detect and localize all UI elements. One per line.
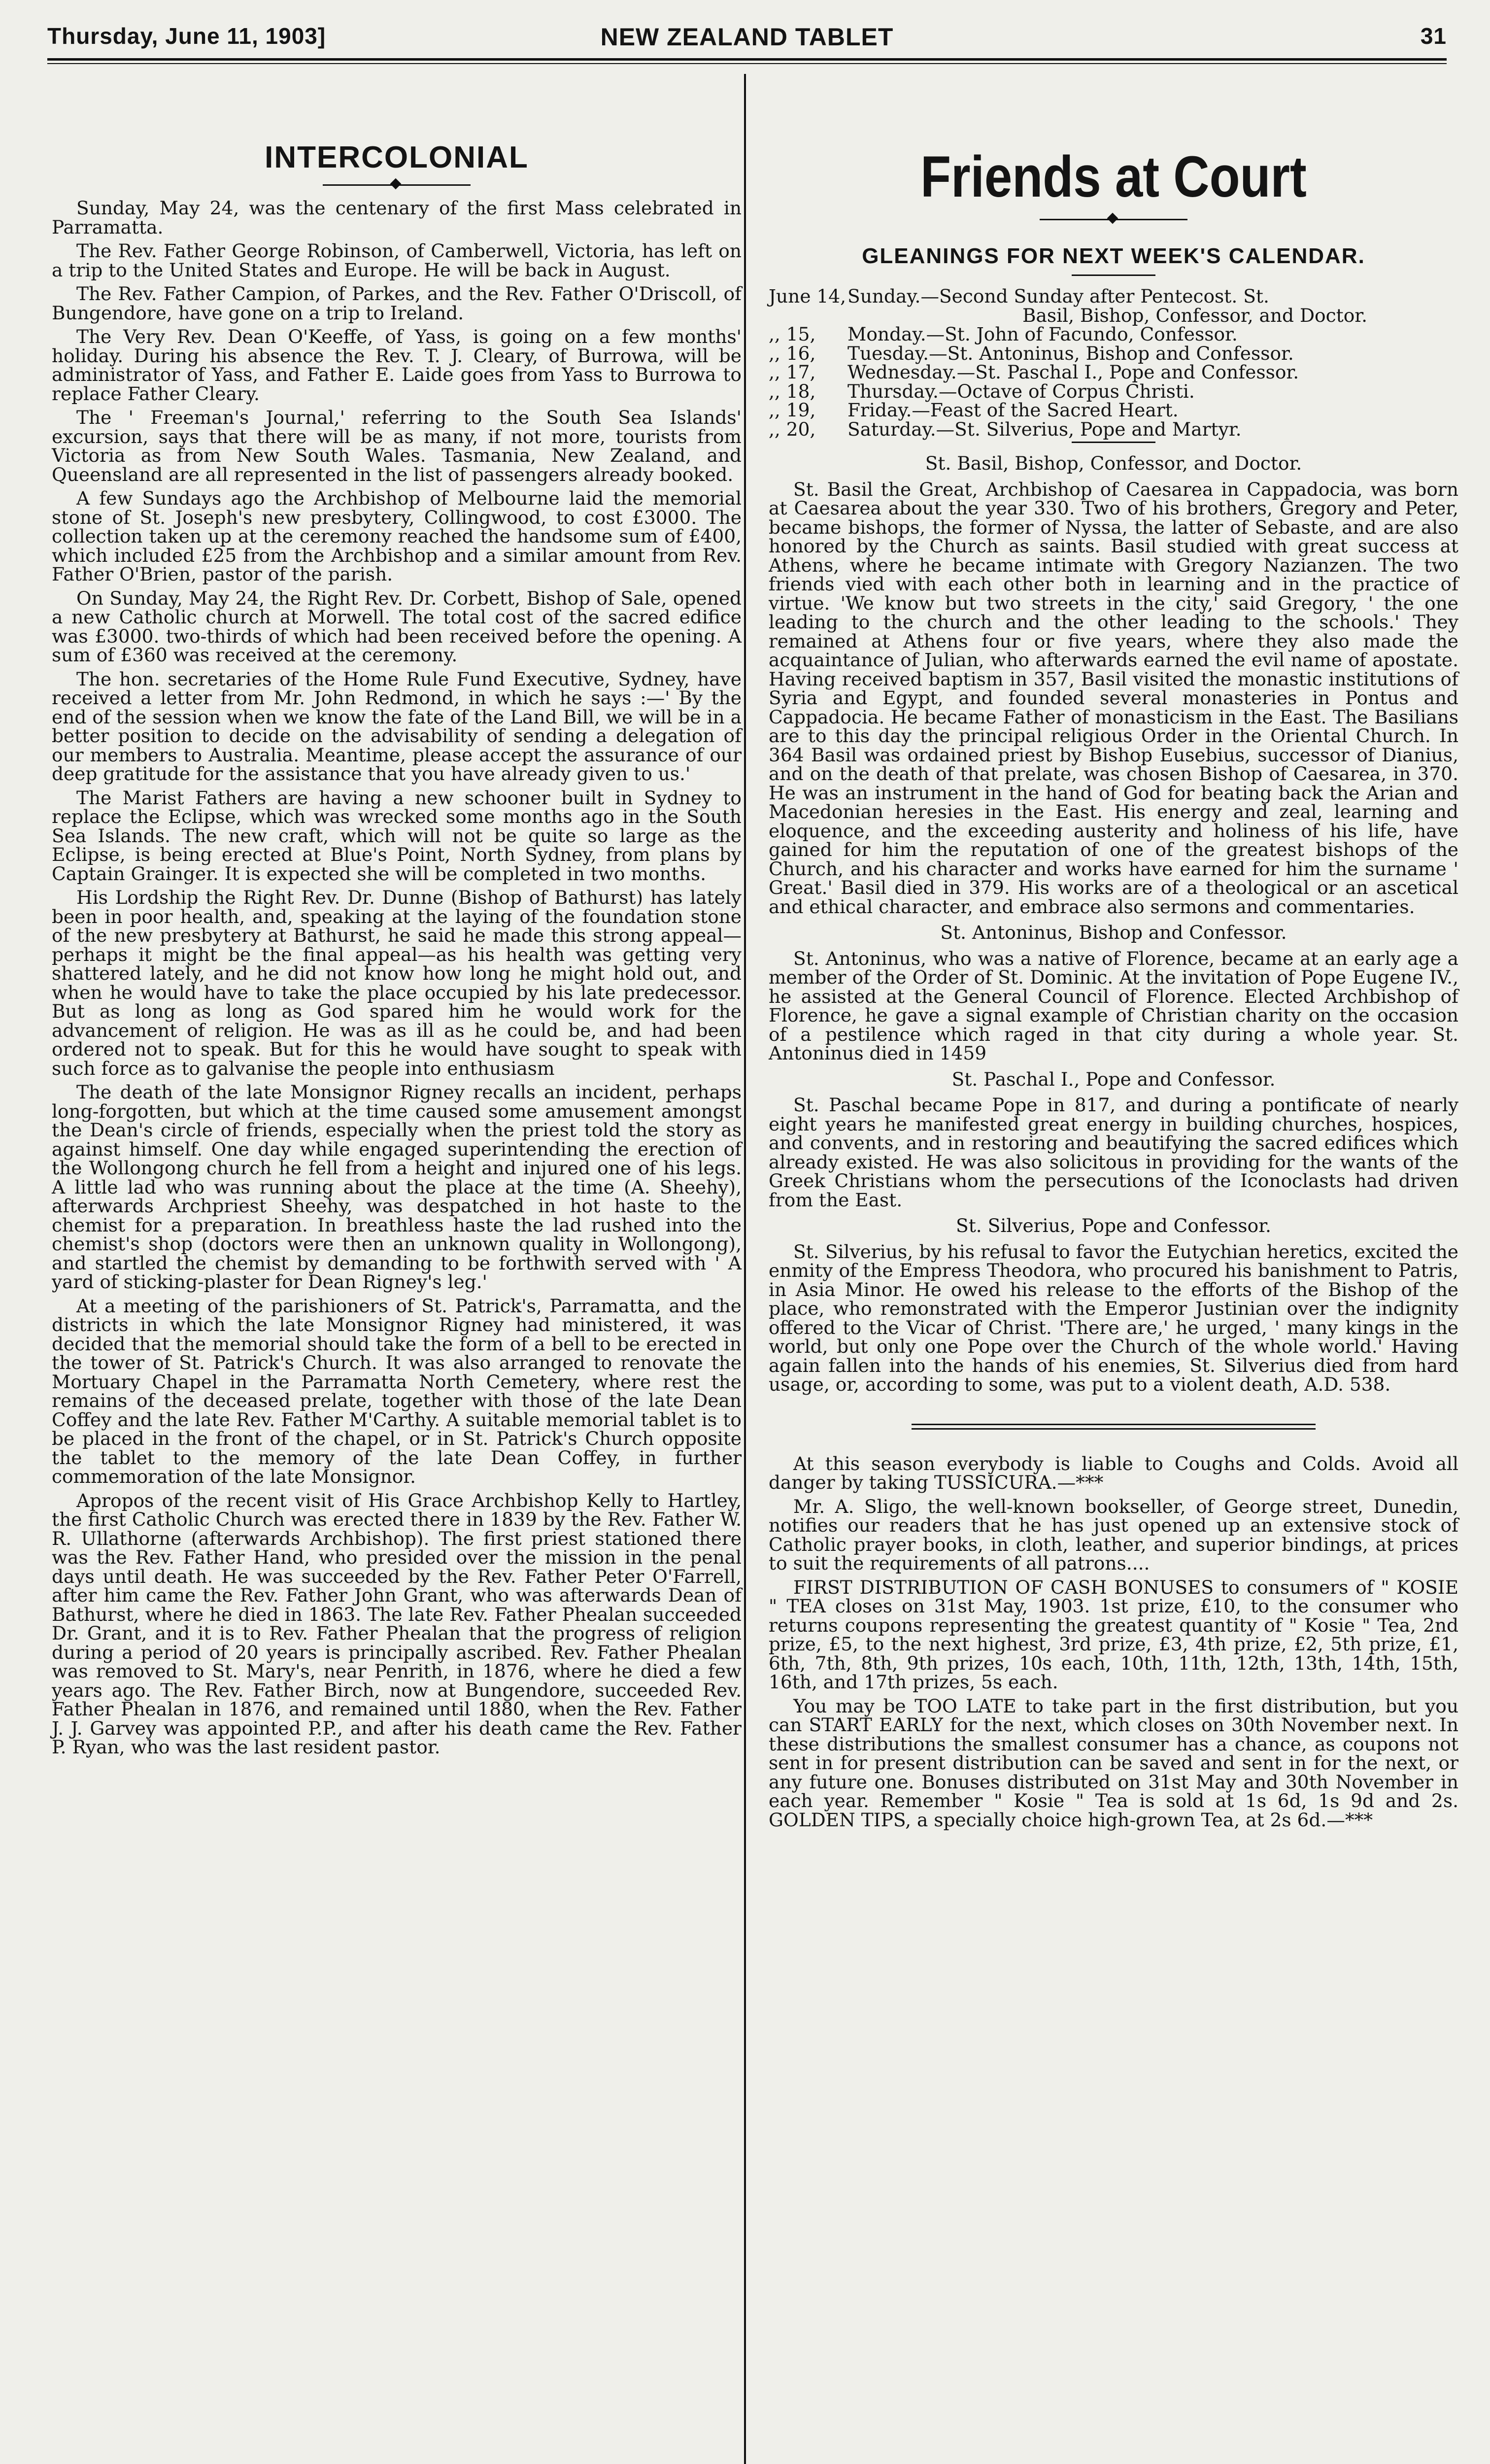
calendar-entry — [769, 382, 1458, 401]
notice-paragraph: Mr. A. Sligo, the well-known bookseller, of George street, Dunedin, notifies our readers that he has just opened up an extensive stock of Catholic prayer books, in cloth, leather, and superior bindings, at prices to suit the requirements of all patrons.... — [769, 1495, 1458, 1574]
masthead-title: NEW ZEALAND TABLET — [600, 23, 894, 51]
calendar-continuation: Basil, Bishop, Confessor, and Doctor. — [1022, 304, 1367, 326]
notice-paragraph: At this season everybody is liable to Coughs and Colds. Avoid all danger by taking TUSSICURA.—*** — [769, 1452, 1458, 1493]
friends-at-court-column — [769, 74, 1458, 1834]
calendar-entry — [769, 344, 1458, 363]
calendar-subheading: GLEANINGS FOR NEXT WEEK'S CALENDAR. — [862, 244, 1365, 268]
calendar-date: ,, 16, — [769, 342, 816, 364]
saint-body: St. Paschal became Pope in 817, and during a pontificate of nearly eight years he manifested great energy in building churches, hospices, and convents, and in restoring and beautifying the sacred edifices which already existed. He was also solicitous in providing for the wants of the Greek Christians whom the persecutions of the Iconoclasts had driven from the East. — [769, 1094, 1458, 1211]
news-paragraph: Apropos of the recent visit of His Grace Archbishop Kelly to Hartley, the first Catholic Church was erected there in 1839 by the Rev. Father W. R. Ullathorne (afterwards Archbishop). The first priest stationed there was the Rev. Father Hand, who presided over the mission in the penal days until death. He was succeeded by the Rev. Father Peter O'Farrell, after him came the Rev. Father John Grant, who was afterwards Dean of Bathurst, where he died in 1863. The late Rev. Father Phealan succeeded Dr. Grant, and it is to Rev. Father Phealan that the progress of religion during a period of 20 years is principally ascribed. Rev. Father Phealan was removed to St. Mary's, near Penrith, in 1876, where he died a few years ago. The Rev. Father Birch, now at Bungendore, succeeded Rev. Father Phealan in 1876, and remained until 1880, when the Rev. Father J. J. Garvey was appointed P.P., and after his death came the Rev. Father P. Ryan, who was the last resident pastor. — [52, 1489, 742, 1758]
calendar-text: Monday.—St. John of Facundo, Confessor. — [847, 323, 1238, 345]
news-paragraph: His Lordship the Right Rev. Dr. Dunne (Bishop of Bathurst) has lately been in poor health, and, speaking at the laying of the foundation stone of the new presbytery at Bathurst, he said he made this strong appeal—perhaps it might be the final appeal—as his health was getting very shattered lately, and he did not know how long he might hold out, and when he would have to take the place occupied by his late predecessor. But as long as long as God spared him he would work for the advancement of religion. He was as ill as he could be, and had been ordered not to speak. But for this he would have sought to speak with such force as to galvanise the people into enthusiasm — [52, 887, 742, 1079]
news-paragraph: The death of the late Monsignor Rigney recalls an incident, perhaps long-forgotten, but which at the time caused some amusement amongst the Dean's circle of friends, especially when the priest told the story as against himself. One day while engaged superintending the erection of the Wollongong church he fell from a height and injured one of his legs. A little lad who was running about the place at the time (A. Sheehy), afterwards Archpriest Sheehy, was despatched in hot haste to the chemist for a preparation. In breathless haste the lad rushed into the chemist's shop (doctors were then an unknown quality in Wollongong), and startled the chemist by demanding to be forthwith served with ' A yard of sticking-plaster for Dean Rigney's leg.' — [52, 1081, 742, 1293]
news-paragraph: The ' Freeman's Journal,' referring to the South Sea Islands' excursion, says that there will be as many, if not more, tourists from Victoria as from New South Wales. Tasmania, New Zealand, and Queensland are all represented in the list of passengers already booked. — [52, 407, 742, 485]
saint-title: St. Antoninus, Bishop and Confessor. — [940, 922, 1287, 943]
calendar-text: Friday.—Feast of the Sacred Heart. — [847, 399, 1179, 421]
masthead — [47, 23, 1447, 53]
calendar-entry — [769, 325, 1458, 344]
intercolonial-heading: INTERCOLONIAL — [265, 140, 529, 174]
calendar-text: Sunday.—Second Sunday after Pentecost. St. — [847, 285, 1269, 307]
calendar-entry — [769, 401, 1458, 420]
saint-body: St. Antoninus, who was a native of Florence, became at an early age a member of the Order of St. Dominic. At the invitation of Pope Eugene IV., he assisted at the General Council of Florence. Elected Archbishop of Florence, he gave a signal example of Christian charity on the occasion of a pestilence which raged in that city during a whole year. St. Antoninus died in 1459 — [769, 947, 1458, 1064]
calendar-date: ,, 18, — [769, 380, 816, 402]
news-paragraph: The Rev. Father Campion, of Parkes, and the Rev. Father O'Driscoll, of Bungendore, have gone on a trip to Ireland. — [52, 283, 742, 324]
calendar-list — [769, 287, 1458, 439]
friends-at-court-heading: Friends at Court — [920, 144, 1307, 209]
notice-paragraph: FIRST DISTRIBUTION OF CASH BONUSES to consumers of " KOSIE " TEA closes on 31st May, 1903. 1st prize, £10, to the consumer who returns coupons representing the greatest quantity of " Kosie " Tea, 2nd prize, £5, to the next highest, 3rd prize, £3, 4th prize, £2, 5th prize, £1, 6th, 7th, 8th, 9th prizes, 10s each, 10th, 11th, 12th, 13th, 14th, 15th, 16th, and 17th prizes, 5s each. — [769, 1576, 1458, 1693]
calendar-text: Tuesday.—St. Antoninus, Bishop and Confessor. — [847, 342, 1294, 364]
ornament-rule — [1040, 214, 1187, 224]
double-rule — [912, 1424, 1316, 1430]
news-paragraph: At a meeting of the parishioners of St. Patrick's, Parramatta, and the districts in which the late Monsignor Rigney had ministered, it was decided that the memorial should take the form of a bell to be erected in the tower of St. Patrick's Church. It was also arranged to renovate the Mortuary Chapel in the Parramatta North Cemetery, where rest the remains of the deceased prelate, together with those of the late Dean Coffey and the late Rev. Father M'Carthy. A suitable memorial tablet is to be placed in the front of the chapel, or in St. Patrick's Church opposite the tablet to the memory of the late Dean Coffey, in further commemoration of the late Monsignor. — [52, 1295, 742, 1487]
calendar-entry — [769, 287, 1458, 306]
saint-body: St. Silverius, by his refusal to favor the Eutychian heretics, excited the enmity of the Empress Theodora, who procured his banishment to Patris, in Asia Minor. He owed his release to the efforts of the Bishop of the place, who remonstrated with the Emperor Justinian over the indignity offered to the Vicar of Christ. 'There are,' he urged, ' many kings in the world, but only one Pope over the Church of the whole world.' Having again fallen into the hands of his enemies, St. Silverius died from hard usage, or, according to some, was put to a violent death, A.D. 538. — [769, 1240, 1458, 1395]
saint-body: St. Basil the Great, Archbishop of Caesarea in Cappadocia, was born at Caesarea about the year 330. Two of his brothers, Gregory and Peter, became bishops, the former of Nyssa, the latter of Sebaste, and are also honored by the Church as saints. Basil studied with great success at Athens, where he became intimate with Gregory Nazianzen. The two friends vied with each other both in learning and in the practice of virtue. 'We know but two streets in the city,' said Gregory, ' the one leading to the church and the other leading to the schools.' They remained at Athens four or five years, where they also made the acquaintance of Julian, who afterwards earned the evil name of apostate. Having received baptism in 357, Basil visited the monastic institutions of Syria and Egypt, and founded several monasteries in Pontus and Cappadocia. He became Father of monasticism in the East. The Basilians are to this day the principal religious Order in the Oriental Church. In 364 Basil was ordained priest by Bishop Eusebius, successor of Dianius, and on the death of that prelate, was chosen Bishop of Caesarea, in 370. He was an instrument in the hand of God for beating back the Arian and Macedonian heresies in the East. His energy and zeal, learning and eloquence, and the exceeding austerity and holiness of his life, have gained for him the reputation of one of the greatest bishops of the Church, and his character and works have earned for him the surname ' Great.' Basil died in 379. His works are of a theological or an ascetical and ethical character, and embrace also sermons and commentaries. — [769, 478, 1458, 918]
news-paragraph: The Very Rev. Dean O'Keeffe, of Yass, is going on a few months' holiday. During his absence the Rev. T. J. Cleary, of Burrowa, will be administrator of Yass, and Father E. Laide goes from Yass to Burrowa to replace Father Cleary. — [52, 326, 742, 405]
calendar-date: ,, 20, — [769, 418, 816, 440]
calendar-date: ,, 19, — [769, 399, 816, 421]
calendar-date: ,, 17, — [769, 361, 816, 383]
ornament-rule — [323, 180, 471, 190]
news-paragraph: The Rev. Father George Robinson, of Camberwell, Victoria, has left on a trip to the United States and Europe. He will be back in August. — [52, 240, 742, 281]
notice-paragraph: You may be TOO LATE to take part in the first distribution, but you can START EARLY for the next, which closes on 30th November next. In these distributions the smallest consumer has a chance, as coupons not sent in for present distribution can be saved and sent in for the next, or any future one. Bonuses distributed on 31st May and 30th November in each year. Remember " Kosie " Tea is sold at 1s 6d, 1s 9d and 2s. GOLDEN TIPS, a specially choice high-grown Tea, at 2s 6d.—*** — [769, 1695, 1458, 1831]
saint-title: St. Silverius, Pope and Confessor. — [956, 1215, 1271, 1236]
masthead-rule-thin — [47, 63, 1447, 64]
news-paragraph: On Sunday, May 24, the Right Rev. Dr. Corbett, Bishop of Sale, opened a new Catholic church at Morwell. The total cost of the sacred edifice was £3000. two-thirds of which had been received before the opening. A sum of £360 was received at the ceremony. — [52, 587, 742, 666]
masthead-rule — [47, 58, 1447, 61]
news-paragraph: The Marist Fathers are having a new schooner built in Sydney to replace the Eclipse, which was wrecked some months ago in the South Sea Islands. The new craft, which will not be quite so large as the Eclipse, is being erected at Blue's Point, North Sydney, from plans by Captain Grainger. It is expected she will be completed in two months. — [52, 787, 742, 885]
saint-title: St. Paschal I., Pope and Confessor. — [951, 1068, 1276, 1090]
calendar-text: Thursday.—Octave of Corpus Christi. — [847, 380, 1195, 402]
saint-title: St. Basil, Bishop, Confessor, and Doctor. — [925, 452, 1302, 474]
calendar-entry — [769, 363, 1458, 382]
short-rule — [1072, 442, 1155, 443]
calendar-text: Wednesday.—St. Paschal I., Pope and Confessor. — [847, 361, 1299, 383]
news-paragraph: Sunday, May 24, was the centenary of the first Mass celebrated in Parramatta. — [52, 197, 742, 238]
intercolonial-column — [52, 74, 742, 1762]
calendar-date: June 14, — [769, 285, 847, 307]
calendar-text: Saturday.—St. Silverius, Pope and Martyr. — [847, 418, 1242, 440]
masthead-date: Thursday, June 11, 1903] — [47, 23, 326, 49]
news-paragraph: The hon. secretaries of the Home Rule Fund Executive, Sydney, have received a letter from Mr. John Redmond, in which he says :—' By the end of the session when we know the fate of the Land Bill, we will be in a better position to decide on the advisability of sending a delegation of our members to Australia. Meantime, please accept the assurance of our deep gratitude for the assistance that you have already given to us.' — [52, 668, 742, 785]
short-rule — [1072, 274, 1155, 276]
calendar-date: ,, 15, — [769, 323, 816, 345]
calendar-entry — [769, 420, 1458, 439]
news-paragraph: A few Sundays ago the Archbishop of Melbourne laid the memorial stone of St. Joseph's new presbytery, Collingwood, to cost £3000. The collection taken up at the ceremony reached the handsome sum of £400, which included £25 from the Archbishop and a similar amount from Rev. Father O'Brien, pastor of the parish. — [52, 487, 742, 585]
page-number: 31 — [1420, 23, 1447, 49]
column-divider — [744, 74, 746, 2464]
